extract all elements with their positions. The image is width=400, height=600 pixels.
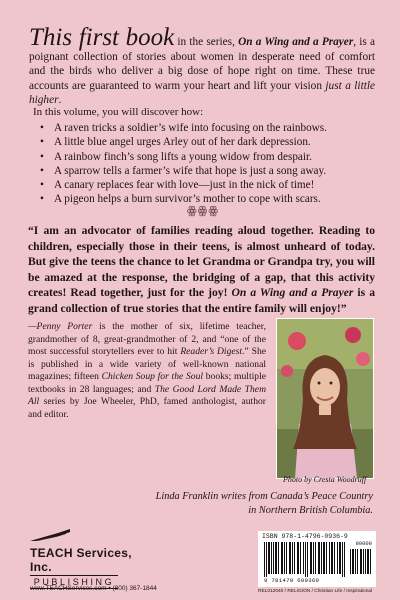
bullet-glyph: • xyxy=(40,179,44,192)
bullet-glyph: • xyxy=(40,164,44,177)
series-title: On a Wing and a Prayer xyxy=(238,36,354,48)
quote-title: On a Wing and a Prayer xyxy=(231,286,354,300)
intro-end: . xyxy=(58,94,62,107)
bio-text-3: books; multiple textbooks in 28 languages; and xyxy=(28,371,267,395)
bullet-glyph: • xyxy=(40,193,44,206)
list-item xyxy=(40,150,380,164)
story-list xyxy=(40,121,380,207)
publisher-logo-icon xyxy=(30,529,70,541)
intro-lead: This first book xyxy=(29,24,175,51)
isbn-text: ISBN 978-1-4796-0936-9 xyxy=(262,533,348,540)
publisher-logo xyxy=(30,528,140,589)
intro-text-2: , is a poignant collection of stories about women in desperate need of comfort and the birds who deliver a big dose of hope right on time. These true accounts are guaranteed to warm your heart and lift your vision xyxy=(29,36,375,92)
bio-name: —Penny Porter xyxy=(28,321,93,332)
price-code: 90000 xyxy=(355,540,372,547)
author-photo xyxy=(276,318,374,479)
quote-text-2: is a grand collection of true stories that the entire family will enjoy!” xyxy=(28,286,375,315)
intro-emphasis: just a little higher xyxy=(29,79,375,107)
bio-digest: Reader’s Digest xyxy=(180,346,243,357)
ornament-divider: ꙮꙮꙮ xyxy=(187,205,220,217)
publisher-name: TEACH Services, Inc. xyxy=(30,546,132,574)
bio-text-4: series by Joe Wheeler, PhD, famed anthologist, author and editor. xyxy=(28,396,266,420)
category-line: REL012040 / RELIGION / Christian Life / Inspirational xyxy=(258,589,373,594)
author-photo-image xyxy=(277,319,373,478)
photo-credit: Photo by Cresta Woodruff xyxy=(283,475,367,484)
list-item-text: A pigeon helps a burn survivor’s mother to cope with scars. xyxy=(54,193,321,206)
discover-line: In this volume, you will discover how: xyxy=(33,106,204,118)
bio-chicken-soup: Chicken Soup for the Soul xyxy=(101,371,204,382)
bullet-glyph: • xyxy=(40,122,44,134)
quote-text-1: “I am an advocator of families reading aloud together. Reading to children, especially those in their teens, is almost unheard of today. But give the teens the chance to let Grandma or Grandpa try, you will be amazed at the response, the bridging of a gap, that this activity creates! Read together, just for the joy! xyxy=(28,224,375,300)
endorsement-quote xyxy=(28,223,375,317)
intro-paragraph xyxy=(29,24,375,108)
list-item-text: A sparrow tells a farmer’s wife that hope is just a song away. xyxy=(54,164,327,177)
endorser-bio xyxy=(28,321,266,421)
author-note: Linda Franklin writes from Canada’s Peace Country in Northern British Columbia. xyxy=(155,491,373,516)
publisher-contact: www.TEACHServices.com • (800) 367-1844 xyxy=(30,585,157,592)
list-item xyxy=(40,121,380,135)
publisher-tagline: PUBLISHING xyxy=(30,575,118,589)
list-item-text: A raven tricks a soldier’s wife into focusing on the rainbows. xyxy=(54,122,327,134)
list-item xyxy=(40,164,380,178)
bio-good-lord: The Good Lord Made Them All xyxy=(28,383,266,407)
bullet-glyph: • xyxy=(40,150,44,163)
barcode-digits: 9 781479 609369 xyxy=(264,577,320,584)
barcode-block xyxy=(258,531,376,587)
list-item xyxy=(40,135,380,149)
intro-text-1: in the series, xyxy=(174,36,239,48)
list-item-text: A little blue angel urges Arley out of her dark depression. xyxy=(54,136,311,149)
list-item-text: A canary replaces fear with love—just in the nick of time! xyxy=(54,179,315,192)
bio-text-1: is the mother of six, lifetime teacher, grandmother of 8, great-grandmother of 2, and “one of the most successful storytellers ever to hit xyxy=(28,321,266,357)
list-item xyxy=(40,178,380,192)
bullet-glyph: • xyxy=(40,136,44,149)
list-item-text: A rainbow finch’s song lifts a young widow from despair. xyxy=(54,150,312,163)
bio-text-2: .” She is published in a wide variety of well-known national magazines; fifteen xyxy=(28,346,266,382)
